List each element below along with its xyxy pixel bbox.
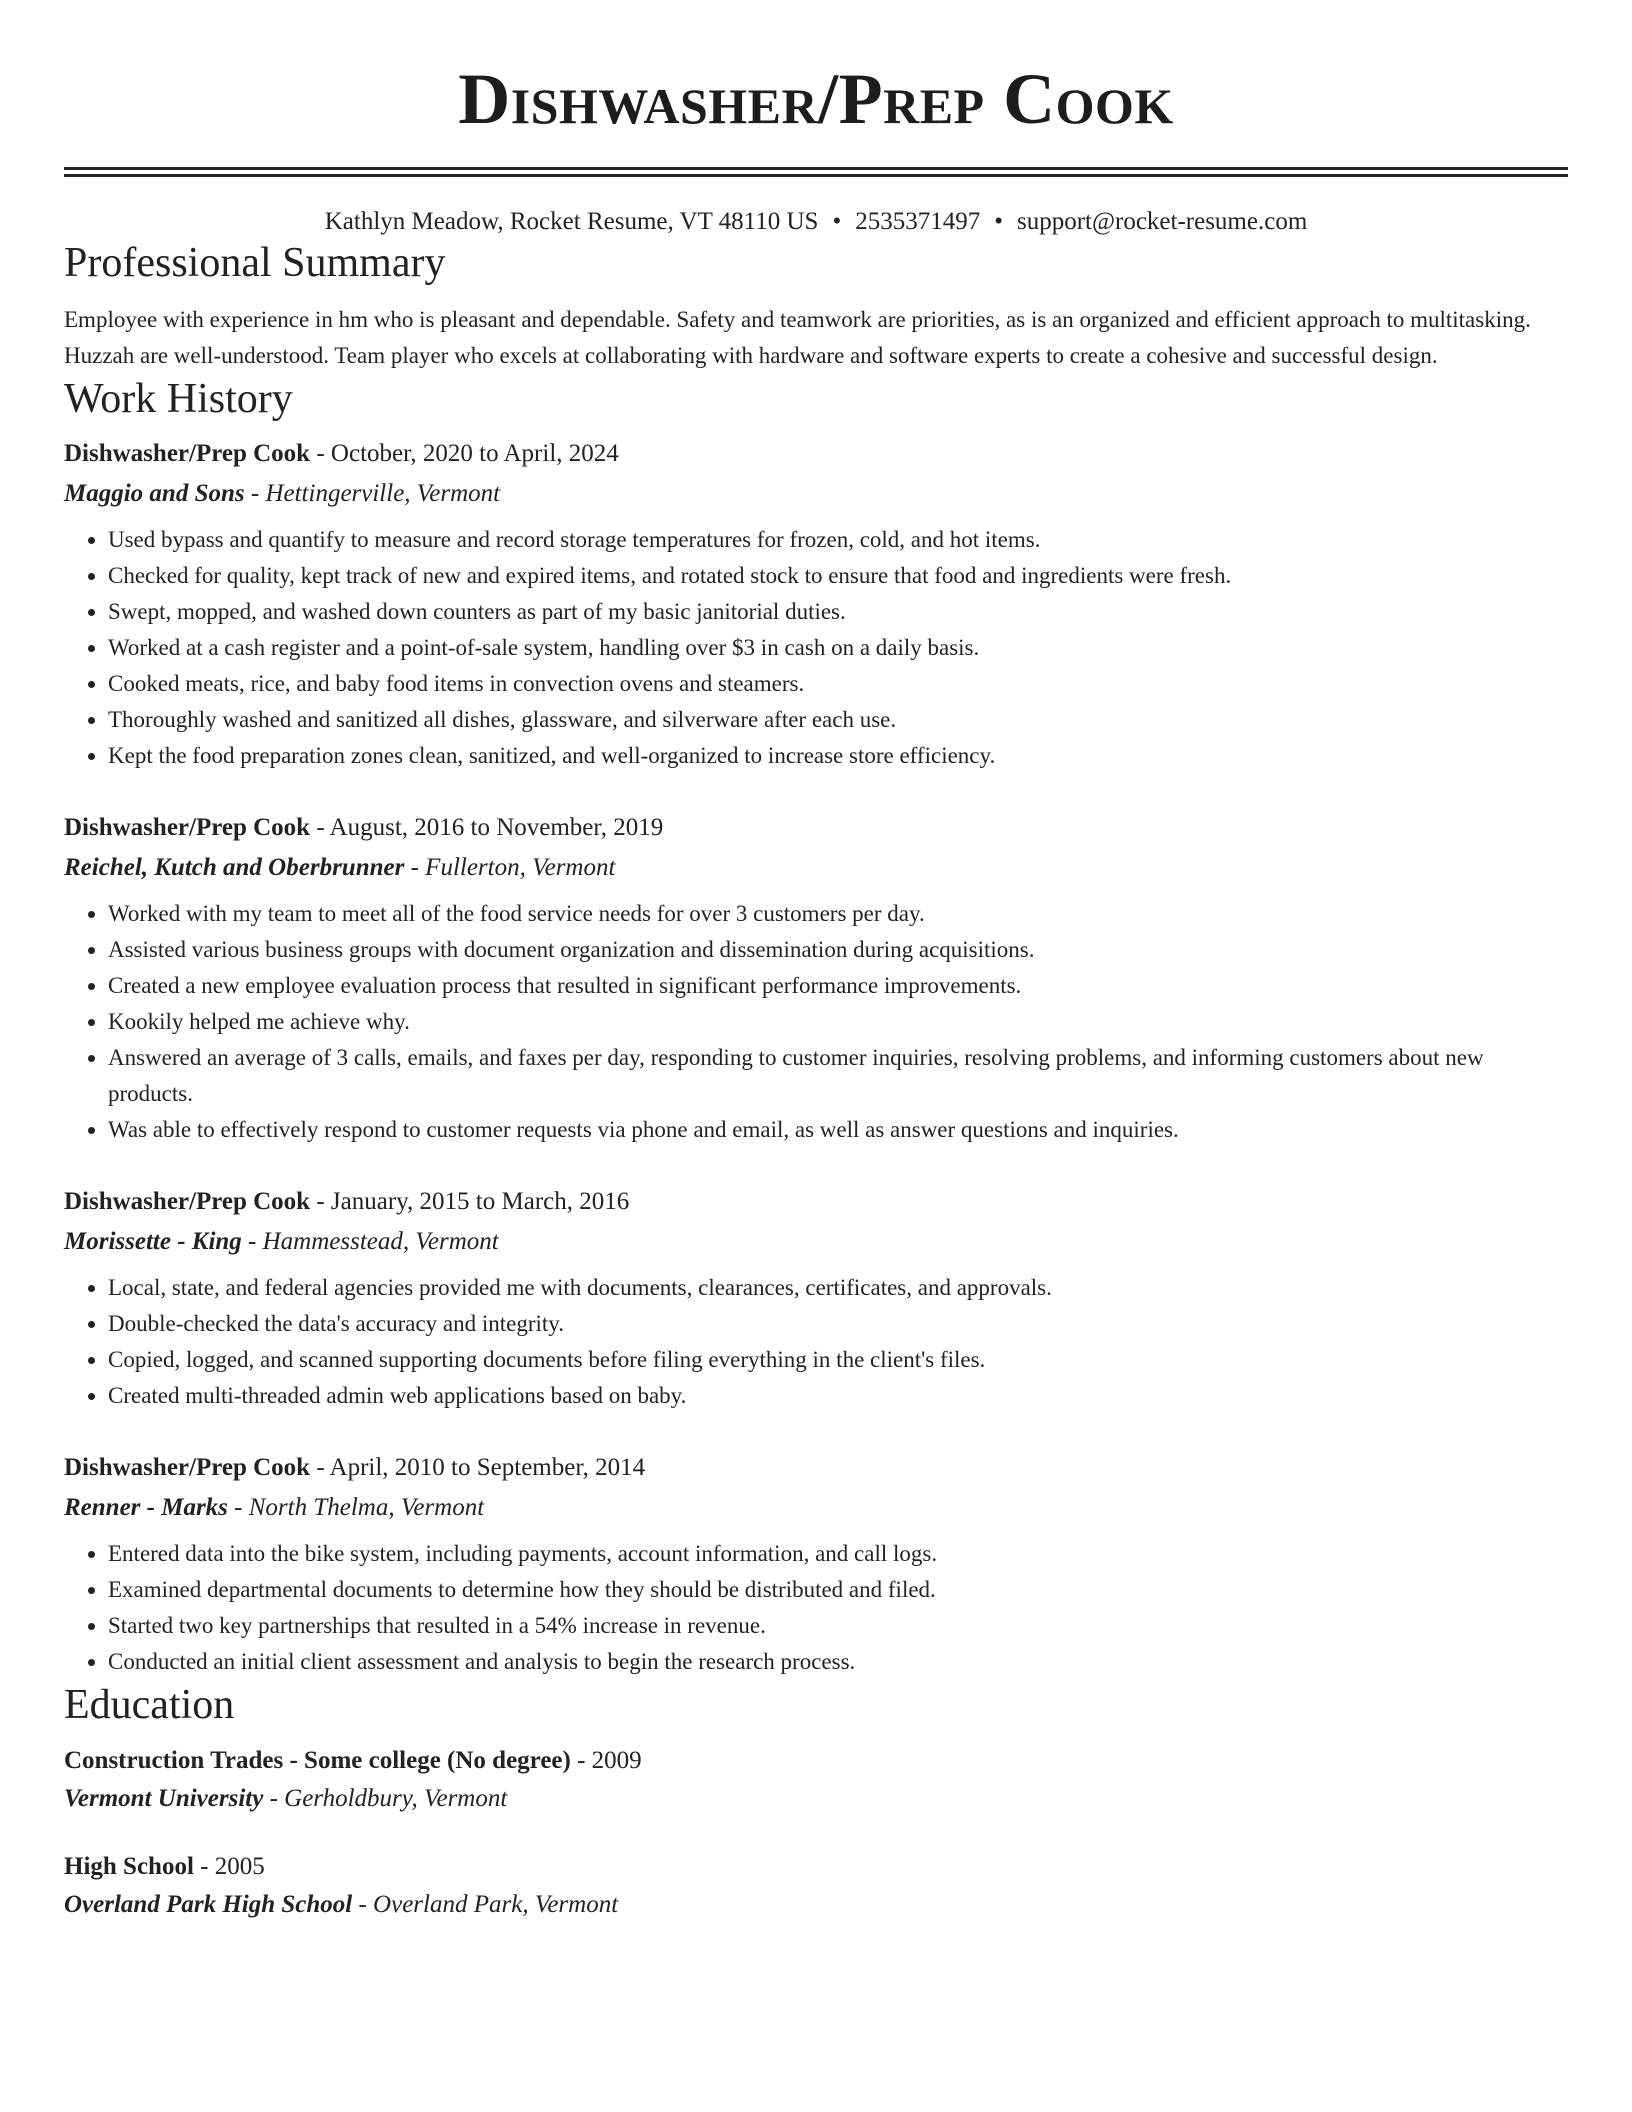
job-title: Dishwasher/Prep Cook (64, 1188, 311, 1215)
duty-item: • Examined departmental documents to determine how they should be distributed and filed. (108, 1572, 1568, 1608)
duty-item: • Local, state, and federal agencies provided me with documents, clearances, certificates, and approvals. (108, 1270, 1568, 1306)
duty-item: • Kept the food preparation zones clean, sanitized, and well-organized to increase store efficiency. (108, 738, 1568, 774)
job-employer-line (64, 848, 1568, 888)
job-employer-line (64, 474, 1568, 514)
contact-email: support@rocket-resume.com (1016, 208, 1308, 235)
summary-heading: Professional Summary (64, 240, 446, 286)
job-dates: - October, 2020 to April, 2024 (310, 440, 619, 467)
duty-item: • Entered data into the bike system, including payments, account information, and call logs. (108, 1536, 1568, 1572)
job-title: Dishwasher/Prep Cook (64, 1454, 311, 1481)
education-year: - 2005 (193, 1853, 265, 1880)
job-header (64, 1448, 1568, 1488)
job-entry (64, 1448, 1568, 1680)
duty-item: • Kookily helped me achieve why. (108, 1004, 1568, 1040)
duty-item: • Used bypass and quantify to measure and record storage temperatures for frozen, cold, and hot items. (108, 522, 1568, 558)
job-header (64, 434, 1568, 474)
duty-item: • Worked at a cash register and a point-of-sale system, handling over $3 in cash on a daily basis. (108, 630, 1568, 666)
job-header (64, 808, 1568, 848)
duty-item: • Checked for quality, kept track of new and expired items, and rotated stock to ensure that food and ingredients were fresh. (108, 558, 1568, 594)
job-title: Dishwasher/Prep Cook (64, 814, 311, 841)
employer-name: Reichel, Kutch and Oberbrunner (64, 854, 405, 881)
education-location: - Overland Park, Vermont (352, 1891, 619, 1918)
resume-title: Dishwasher/Prep Cook (458, 59, 1174, 139)
summary-text: Employee with experience in hm who is pleasant and dependable. Safety and teamwork are priorities, as is an organized and efficient approach to multitasking. Huzzah are well-understood. Team player who excels at collaborating with hardware and software experts to create a cohesive and successful design. (64, 307, 1531, 368)
education-school-line (64, 1886, 1568, 1924)
education-entry (64, 1848, 1568, 1924)
education-list (64, 1742, 1568, 1924)
job-title: Dishwasher/Prep Cook (64, 440, 311, 467)
duty-item: • Conducted an initial client assessment and analysis to begin the research process. (108, 1644, 1568, 1680)
duty-item: • Assisted various business groups with document organization and dissemination during acquisitions. (108, 932, 1568, 968)
job-dates: - April, 2010 to September, 2014 (310, 1454, 646, 1481)
duty-item: • Double-checked the data's accuracy and integrity. (108, 1306, 1568, 1342)
employer-location: - Fullerton, Vermont (404, 854, 616, 881)
job-entry (64, 808, 1568, 1148)
job-employer-line (64, 1222, 1568, 1262)
job-employer-line (64, 1488, 1568, 1528)
job-entry (64, 1182, 1568, 1414)
employer-location: - Hettingerville, Vermont (244, 480, 501, 507)
education-school: Overland Park High School (64, 1891, 353, 1918)
employer-location: - North Thelma, Vermont (227, 1494, 485, 1521)
education-degree: High School (64, 1853, 194, 1880)
duty-item: • Answered an average of 3 calls, emails, and faxes per day, responding to customer inquiries, resolving problems, and informing customers about new products. (108, 1040, 1568, 1112)
duty-item: • Worked with my team to meet all of the food service needs for over 3 customers per day. (108, 896, 1568, 932)
contact-address: Kathlyn Meadow, Rocket Resume, VT 48110 US (324, 208, 819, 235)
duty-item: • Swept, mopped, and washed down counters as part of my basic janitorial duties. (108, 594, 1568, 630)
job-dates: - August, 2016 to November, 2019 (310, 814, 664, 841)
education-heading: Education (64, 1682, 235, 1728)
duty-item: • Cooked meats, rice, and baby food items in convection ovens and steamers. (108, 666, 1568, 702)
employer-location: - Hammesstead, Vermont (241, 1228, 499, 1255)
title-divider (64, 167, 1568, 177)
job-entry (64, 434, 1568, 774)
contact-phone: 2535371497 (855, 208, 981, 235)
duties-list (64, 1270, 1568, 1414)
education-school-line (64, 1780, 1568, 1818)
education-school: Vermont University (64, 1785, 264, 1812)
work-history-list (64, 434, 1568, 1680)
duty-item: • Created multi-threaded admin web applications based on baby. (108, 1378, 1568, 1414)
duties-list (64, 522, 1568, 774)
contact-line (64, 206, 1568, 238)
job-header (64, 1182, 1568, 1222)
duty-item: • Thoroughly washed and sanitized all dishes, glassware, and silverware after each use. (108, 702, 1568, 738)
duties-list (64, 1536, 1568, 1680)
employer-name: Renner - Marks (64, 1494, 228, 1521)
education-entry (64, 1742, 1568, 1818)
job-dates: - January, 2015 to March, 2016 (310, 1188, 630, 1215)
duties-list (64, 896, 1568, 1148)
education-degree: Construction Trades - Some college (No degree) (64, 1747, 571, 1774)
employer-name: Maggio and Sons (64, 480, 245, 507)
duty-item: • Created a new employee evaluation process that resulted in significant performance improvements. (108, 968, 1568, 1004)
education-degree-line (64, 1742, 1568, 1780)
duty-item: • Started two key partnerships that resulted in a 54% increase in revenue. (108, 1608, 1568, 1644)
contact-separator: • (994, 208, 1003, 235)
education-degree-line (64, 1848, 1568, 1886)
education-year: - 2009 (570, 1747, 642, 1774)
duty-item: • Copied, logged, and scanned supporting documents before filing everything in the client's files. (108, 1342, 1568, 1378)
contact-separator: • (832, 208, 842, 235)
education-location: - Gerholdbury, Vermont (263, 1785, 508, 1812)
employer-name: Morissette - King (64, 1228, 242, 1255)
duty-item: • Was able to effectively respond to customer requests via phone and email, as well as answer questions and inquiries. (108, 1112, 1568, 1148)
resume-content (64, 0, 1568, 1924)
work-history-heading: Work History (64, 376, 293, 422)
